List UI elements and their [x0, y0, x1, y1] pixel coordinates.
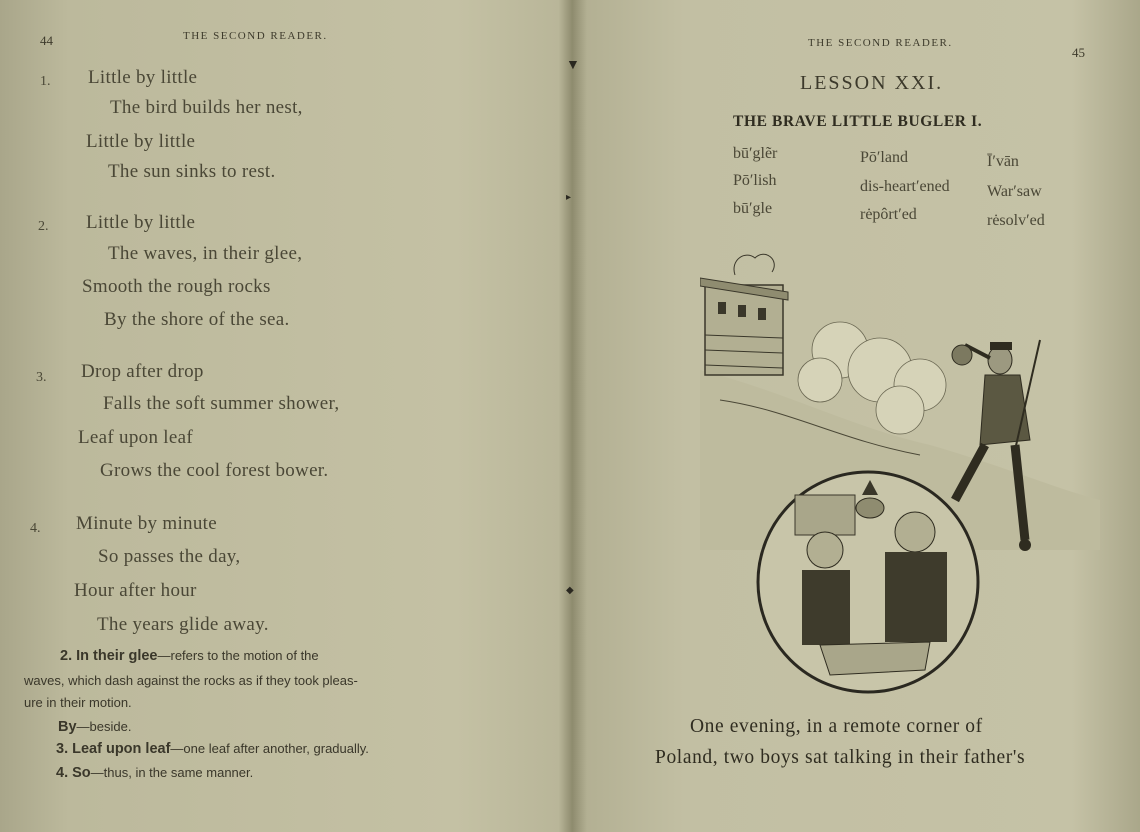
poem-line: Leaf upon leaf — [78, 427, 193, 448]
poem-line: The waves, in their glee, — [108, 243, 303, 264]
vocab-word: rėpôrt′ed — [860, 206, 917, 223]
poem-line: Little by little — [86, 131, 196, 152]
vocab-word: bū′gle — [733, 200, 773, 217]
binding-stitch: ▼ — [566, 58, 580, 73]
stanza-number: 3. — [36, 370, 47, 385]
poem-line: By the shore of the sea. — [104, 309, 290, 330]
stanza-number: 1. — [40, 74, 51, 89]
vocab-word: War′saw — [987, 183, 1042, 200]
running-head-right: THE SECOND READER. — [808, 37, 953, 49]
footnote: 4. So—thus, in the same manner. — [56, 765, 254, 781]
poem-line: Drop after drop — [81, 361, 204, 382]
poem-line: So passes the day, — [98, 546, 241, 567]
poem-line: Grows the cool forest bower. — [100, 460, 329, 481]
lesson-illustration — [700, 250, 1100, 705]
poem-line: Little by little — [86, 212, 196, 233]
poem-line: Smooth the rough rocks — [82, 276, 271, 297]
stanza-number: 2. — [38, 219, 49, 234]
footnote: waves, which dash against the rocks as if they took pleas- — [24, 673, 358, 688]
poem-line: The sun sinks to rest. — [108, 161, 276, 182]
page-number-right: 45 — [1072, 45, 1085, 60]
body-text-line: One evening, in a remote corner of — [690, 716, 983, 737]
running-head-left: THE SECOND READER. — [183, 30, 328, 42]
poem-line: The bird builds her nest, — [110, 97, 303, 118]
binding-stitch: ◆ — [566, 585, 574, 596]
lesson-subtitle: THE BRAVE LITTLE BUGLER I. — [733, 113, 983, 130]
vocab-word: Pō′land — [860, 149, 908, 166]
vocab-word: dis-heart′ened — [860, 178, 950, 195]
vocab-word: rėsolv′ed — [987, 212, 1045, 229]
stanza-number: 4. — [30, 521, 41, 536]
vocab-word: Ī′vān — [987, 153, 1019, 170]
footnote: 2. In their glee—refers to the motion of the — [60, 648, 319, 664]
footnote: ure in their motion. — [24, 695, 132, 710]
poem-line: Hour after hour — [74, 580, 197, 601]
poem-line: The years glide away. — [97, 614, 269, 635]
binding-stitch: ▸ — [566, 192, 572, 203]
poem-line: Little by little — [88, 67, 198, 88]
poem-line: Falls the soft summer shower, — [103, 393, 340, 414]
vocab-word: bū′glẽr — [733, 145, 778, 162]
poem-line: Minute by minute — [76, 513, 217, 534]
footnote: 3. Leaf upon leaf—one leaf after another, gradually. — [56, 741, 369, 757]
footnote: By—beside. — [58, 719, 132, 735]
body-text-line: Poland, two boys sat talking in their father's — [655, 747, 1026, 768]
page-number-left: 44 — [40, 33, 53, 48]
fort-drawing — [700, 254, 788, 375]
vocab-word: Pō′lish — [733, 172, 777, 189]
inset-drawing — [758, 472, 978, 692]
lesson-title: LESSON XXI. — [800, 72, 944, 94]
